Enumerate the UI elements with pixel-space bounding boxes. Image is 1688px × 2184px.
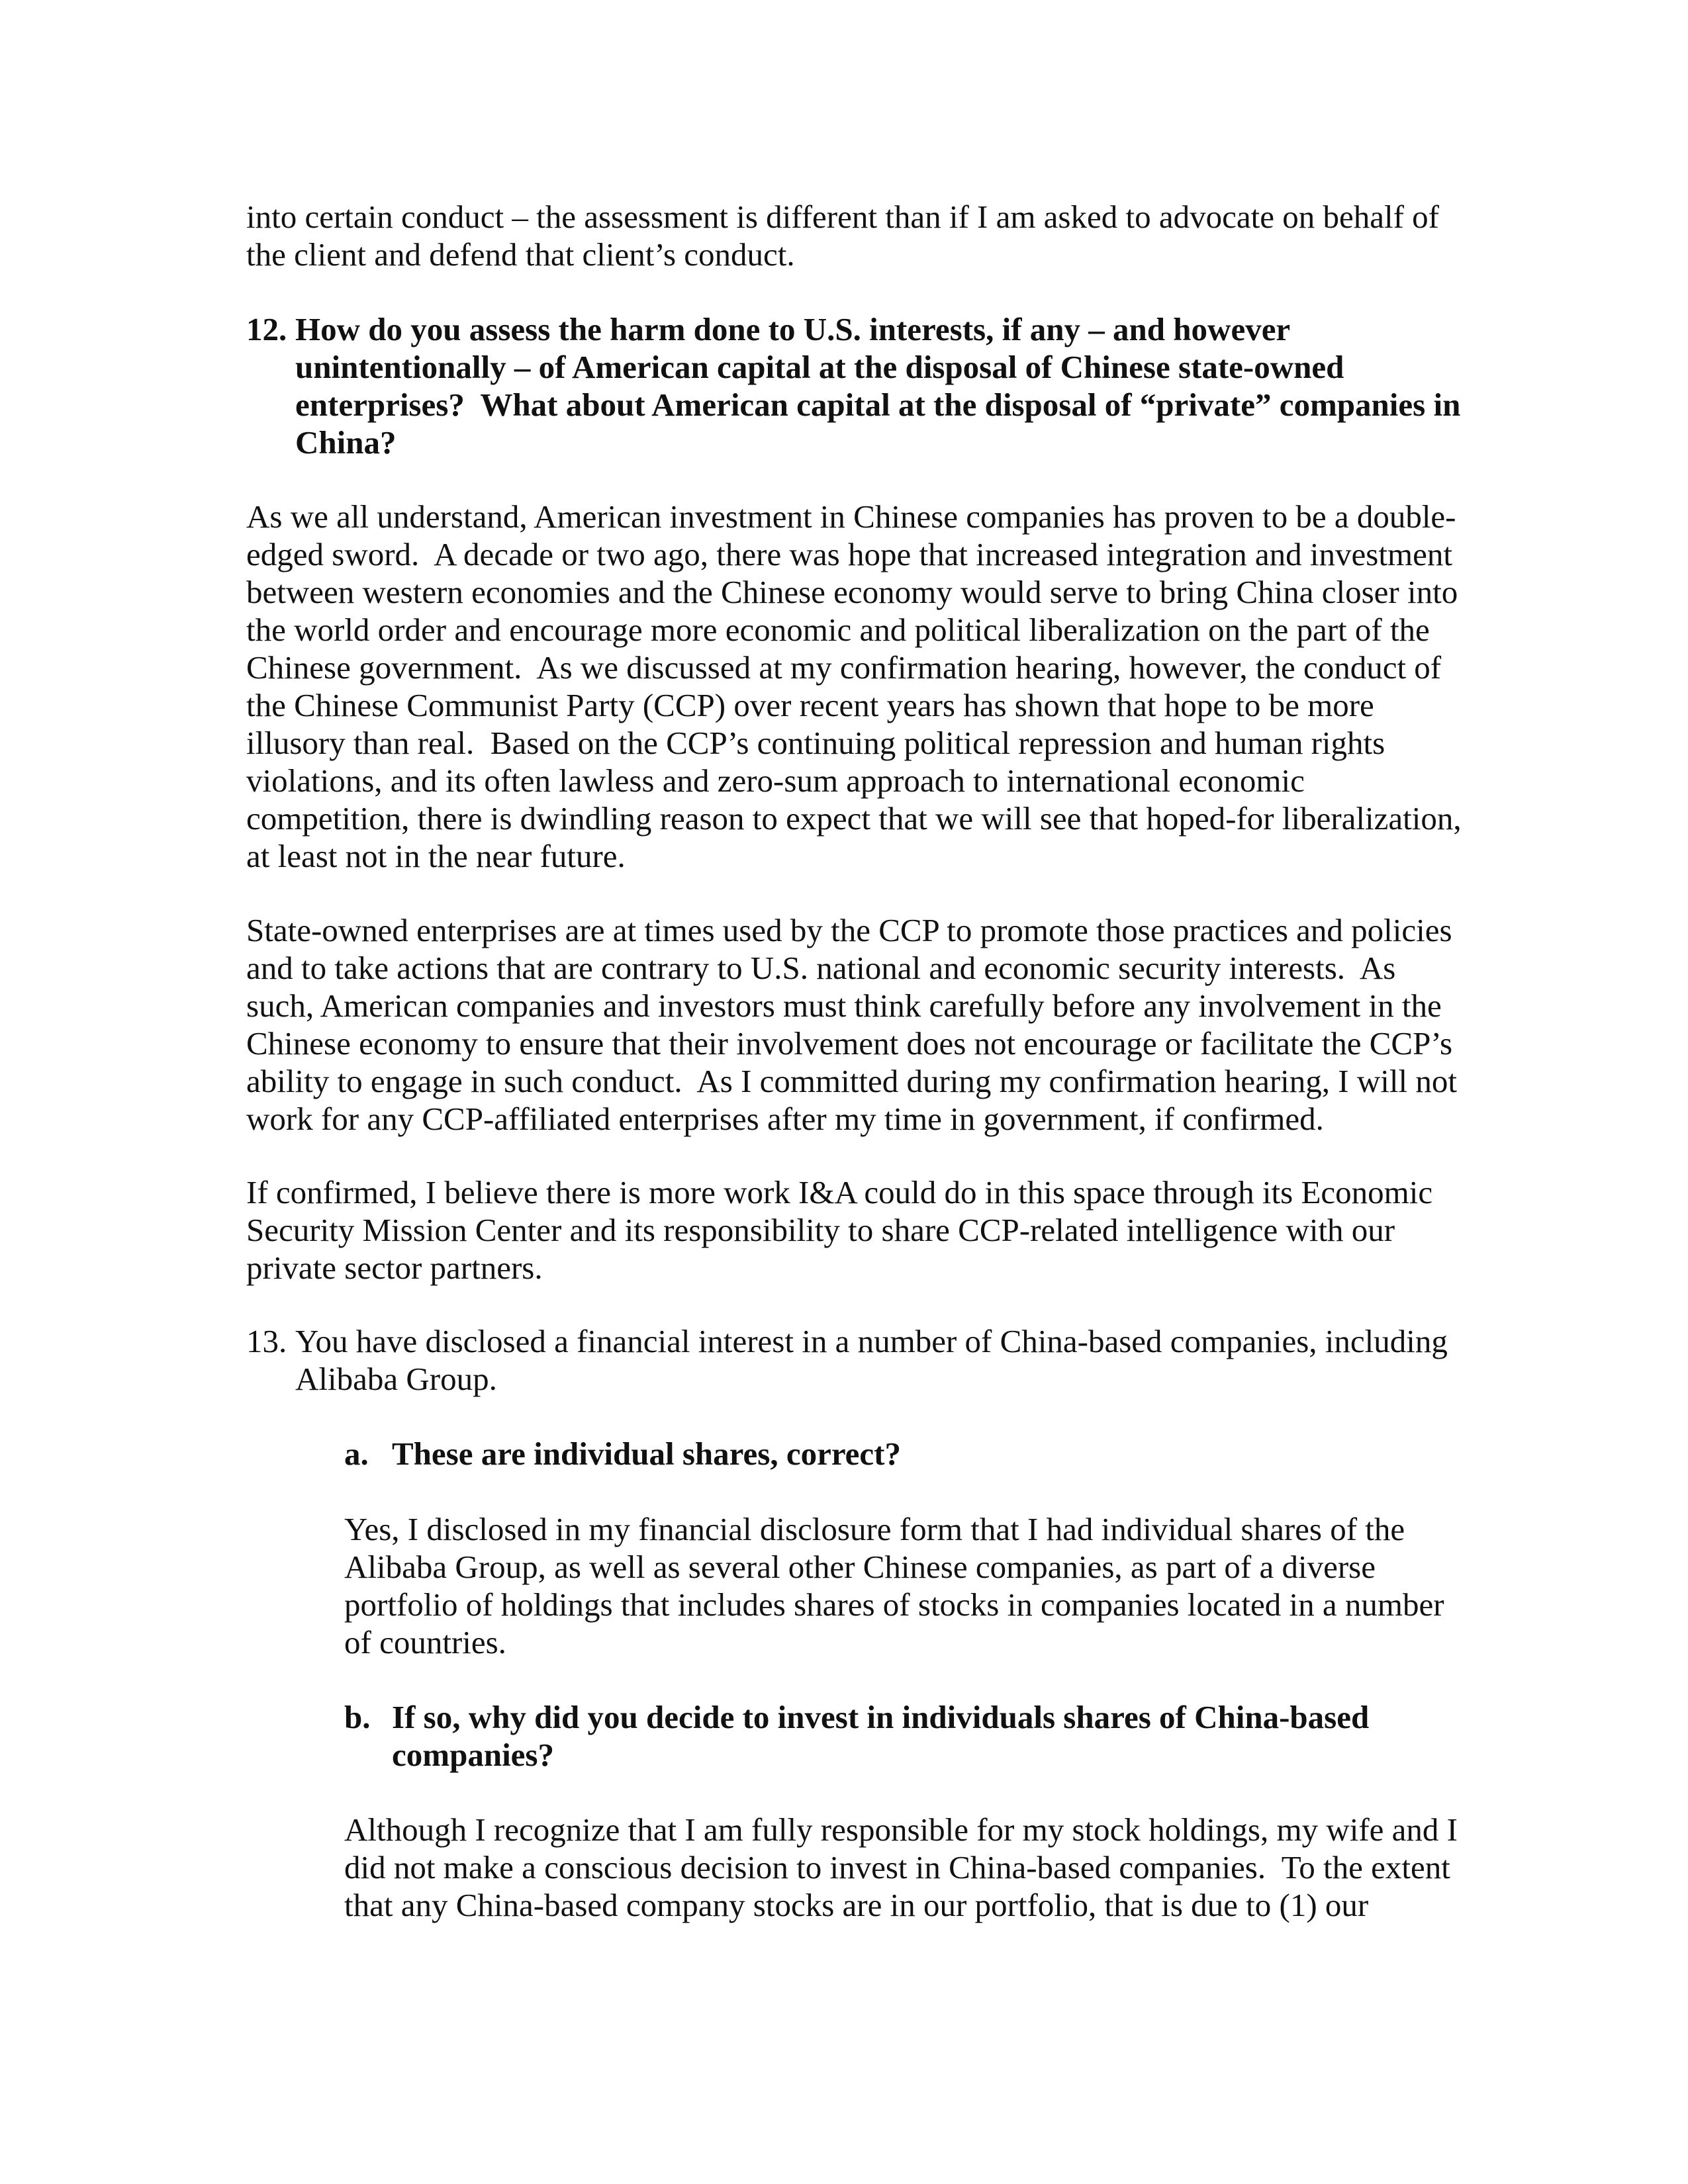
answer-13a-line-3: portfolio of holdings that includes shares of stocks in companies located in a number	[344, 1586, 1444, 1623]
question-13-line-1: You have disclosed a financial interest in a number of China-based companies, including	[295, 1323, 1448, 1359]
question-13a-letter: a.	[344, 1435, 369, 1472]
paragraph-1-line-8: violations, and its often lawless and zero-sum approach to international economic	[246, 762, 1305, 799]
paragraph-1-line-2: edged sword. A decade or two ago, there was hope that increased integration and investment	[246, 536, 1452, 572]
question-13a-text: These are individual shares, correct?	[392, 1435, 901, 1472]
question-13-line-2: Alibaba Group.	[295, 1361, 497, 1397]
question-12-number: 12.	[246, 311, 287, 347]
paragraph-3-line-1: If confirmed, I believe there is more work I&A could do in this space through its Economic	[246, 1174, 1433, 1210]
question-12-line-2: unintentionally – of American capital at the disposal of Chinese state-owned	[295, 349, 1344, 385]
answer-13a-line-4: of countries.	[344, 1624, 506, 1661]
question-13b-line-1: If so, why did you decide to invest in individuals shares of China-based	[392, 1699, 1370, 1735]
answer-13b-line-1: Although I recognize that I am fully responsible for my stock holdings, my wife and I	[344, 1811, 1458, 1848]
paragraph-1-line-7: illusory than real. Based on the CCP’s continuing political repression and human rights	[246, 725, 1385, 761]
paragraph-3-line-2: Security Mission Center and its responsibility to share CCP-related intelligence with our	[246, 1212, 1395, 1248]
question-13-number: 13.	[246, 1323, 287, 1359]
paragraph-2-line-6: work for any CCP-affiliated enterprises after my time in government, if confirmed.	[246, 1101, 1324, 1137]
answer-13b-line-2: did not make a conscious decision to invest in China-based companies. To the extent	[344, 1849, 1450, 1886]
paragraph-2-line-5: ability to engage in such conduct. As I committed during my confirmation hearing, I will not	[246, 1063, 1457, 1099]
paragraph-2-line-2: and to take actions that are contrary to U.S. national and economic security interests. As	[246, 950, 1396, 986]
question-13b-line-2: companies?	[392, 1737, 554, 1773]
answer-13b-line-3: that any China-based company stocks are in our portfolio, that is due to (1) our	[344, 1887, 1369, 1923]
paragraph-1-line-6: the Chinese Communist Party (CCP) over recent years has shown that hope to be more	[246, 687, 1374, 723]
paragraph-2-line-3: such, American companies and investors must think carefully before any involvement in the	[246, 987, 1442, 1024]
answer-13a-line-1: Yes, I disclosed in my financial disclosure form that I had individual shares of the	[344, 1511, 1405, 1547]
question-13b-letter: b.	[344, 1699, 371, 1735]
paragraph-1-line-1: As we all understand, American investment in Chinese companies has proven to be a double-	[246, 498, 1456, 535]
paragraph-1-line-10: at least not in the near future.	[246, 838, 626, 874]
paragraph-1-line-9: competition, there is dwindling reason to expect that we will see that hoped-for liberalization,	[246, 800, 1462, 837]
paragraph-3-line-3: private sector partners.	[246, 1250, 543, 1286]
intro-line-2: the client and defend that client’s conduct.	[246, 236, 795, 273]
question-12-line-4: China?	[295, 424, 397, 461]
paragraph-1-line-3: between western economies and the Chinese economy would serve to bring China closer into	[246, 574, 1458, 610]
answer-13a-line-2: Alibaba Group, as well as several other Chinese companies, as part of a diverse	[344, 1549, 1376, 1585]
question-12-line-3: enterprises? What about American capital at the disposal of “private” companies in	[295, 387, 1461, 423]
paragraph-1-line-4: the world order and encourage more economic and political liberalization on the part of the	[246, 612, 1430, 648]
question-12-line-1: How do you assess the harm done to U.S. interests, if any – and however	[295, 311, 1291, 347]
paragraph-2-line-4: Chinese economy to ensure that their involvement does not encourage or facilitate the CCP’s	[246, 1025, 1453, 1062]
intro-line-1: into certain conduct – the assessment is different than if I am asked to advocate on behalf of	[246, 199, 1439, 235]
paragraph-1-line-5: Chinese government. As we discussed at my confirmation hearing, however, the conduct of	[246, 649, 1442, 686]
paragraph-2-line-1: State-owned enterprises are at times used by the CCP to promote those practices and policies	[246, 912, 1452, 948]
